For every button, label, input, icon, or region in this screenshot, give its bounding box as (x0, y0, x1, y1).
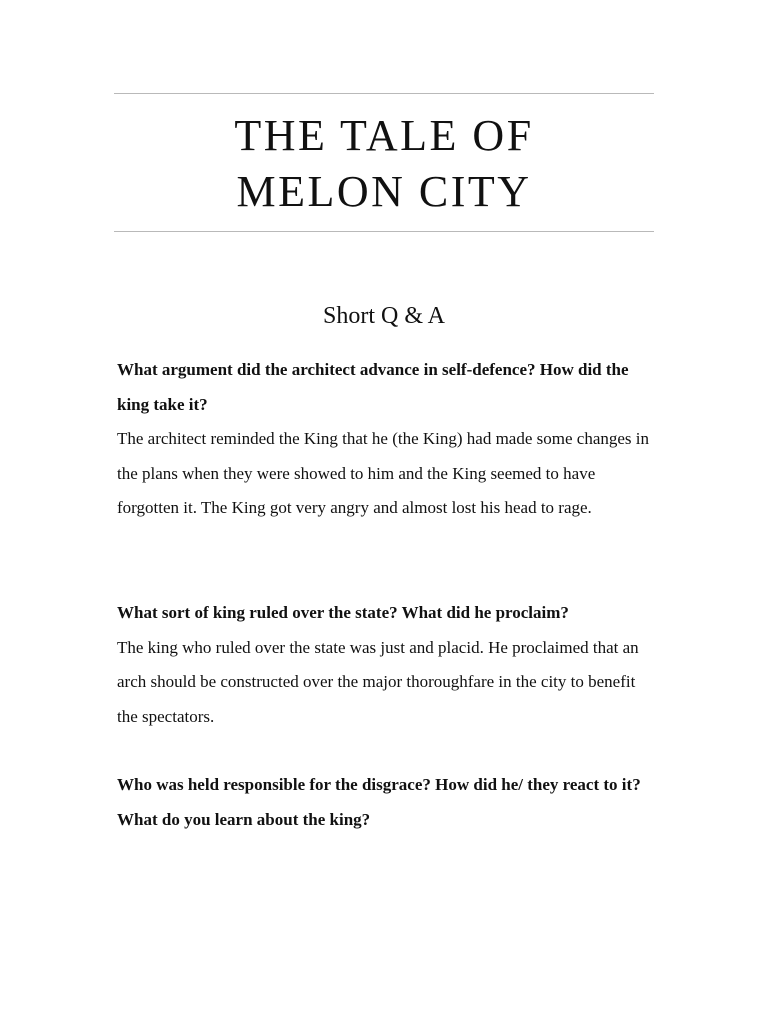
answer-text: The king who ruled over the state was just and placid. He proclaimed that an arch should be constructed over the major thoroughfare in the city to benefit the spectators. (117, 637, 639, 726)
question-text: What argument did the architect advance in self-defence? How did the king take it? (117, 360, 629, 414)
bottom-divider (114, 231, 654, 232)
qa-item (117, 353, 657, 526)
qa-item (117, 768, 657, 837)
question-text: Who was held responsible for the disgrace? How did he/ they react to it? What do you learn about the king? (117, 775, 641, 829)
title-line-1: THE TALE OF (234, 111, 534, 160)
qa-item (117, 596, 657, 734)
question-text: What sort of king ruled over the state? What did he proclaim? (117, 603, 569, 622)
top-divider (114, 93, 654, 94)
document-title (114, 108, 654, 220)
answer-text: The architect reminded the King that he (the King) had made some changes in the plans when they were showed to him and the King seemed to have forgotten it. The King got very angry and almost lost his head to rage. (117, 429, 650, 517)
section-heading: Short Q & A (322, 303, 445, 329)
title-line-2: MELON CITY (236, 167, 532, 216)
